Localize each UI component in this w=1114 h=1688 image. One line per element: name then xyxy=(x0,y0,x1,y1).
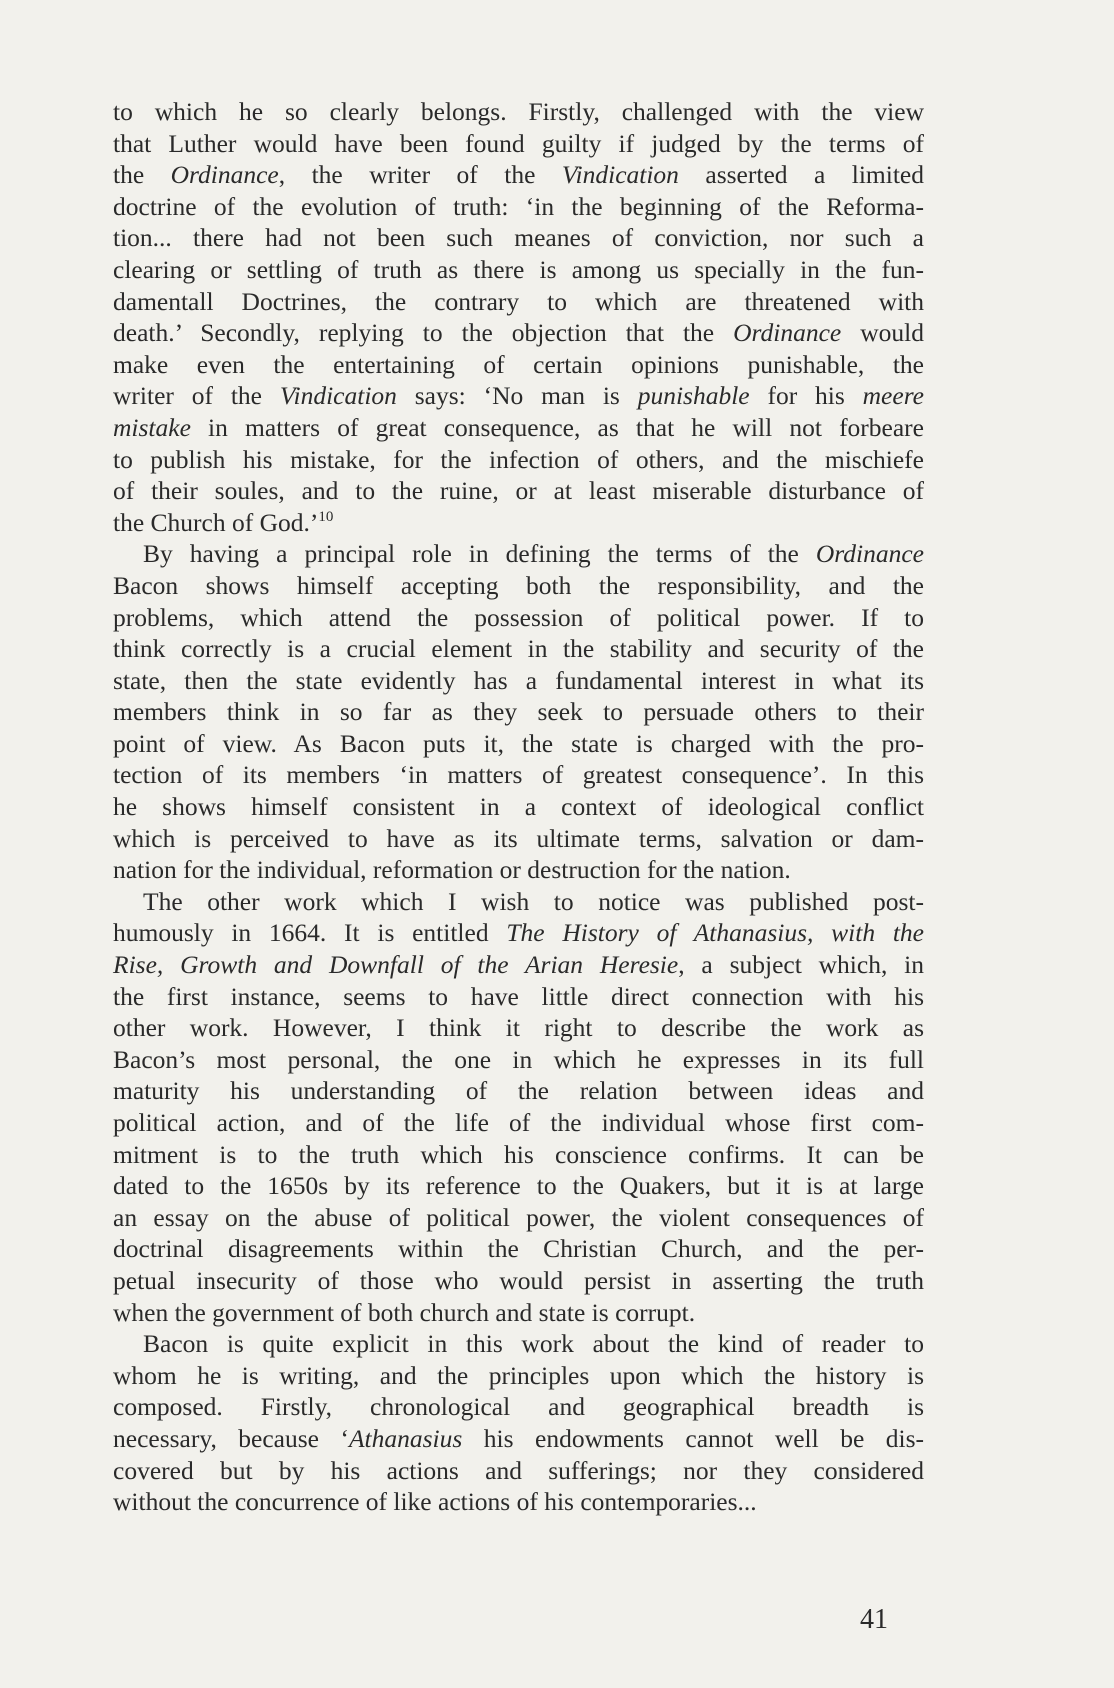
text-line xyxy=(113,1297,924,1329)
text-line xyxy=(113,475,924,507)
text-line xyxy=(113,791,924,823)
text-run: his endowments cannot well be dis- xyxy=(462,1423,924,1453)
text-line xyxy=(113,728,924,760)
text-run: dated to the 1650s by its reference to the Quakers, but it is at large xyxy=(113,1171,924,1201)
text-line xyxy=(113,96,924,128)
text-run: Ordinance xyxy=(170,160,279,190)
text-run: mitment is to the truth which his conscience confirms. It can be xyxy=(113,1139,924,1169)
text-run: damentall Doctrines, the contrary to which are threatened with xyxy=(113,286,924,316)
text-run: for his xyxy=(749,381,863,411)
text-run: tion... there had not been such meanes of conviction, nor such a xyxy=(113,223,924,253)
text-run: tection of its members ‘in matters of greatest consequence’. In this xyxy=(113,760,924,790)
text-line xyxy=(113,854,924,886)
text-run: , the writer of the xyxy=(278,160,562,190)
text-run: Vindication xyxy=(279,381,397,411)
text-run: which is perceived to have as its ultimate terms, salvation or dam- xyxy=(113,823,924,853)
text-line xyxy=(113,886,924,918)
text-line xyxy=(113,1360,924,1392)
text-run: to publish his mistake, for the infection of others, and the mischiefe xyxy=(113,444,924,474)
text-line xyxy=(113,602,924,634)
text-run: members think in so far as they seek to persuade others to their xyxy=(113,697,924,727)
text-line xyxy=(113,191,924,223)
text-run: the xyxy=(113,160,171,190)
text-run: that Luther would have been found guilty if judged by the terms of xyxy=(113,128,924,158)
text-line xyxy=(113,412,924,444)
text-line xyxy=(113,1139,924,1171)
text-run: mistake xyxy=(113,412,191,442)
text-line xyxy=(113,1423,924,1455)
text-run: necessary, because ‘ xyxy=(113,1423,349,1453)
text-line xyxy=(113,633,924,665)
text-run: doctrine of the evolution of truth: ‘in the beginning of the Reforma- xyxy=(113,191,924,221)
text-run: the Church of God.’ xyxy=(113,507,319,537)
text-line xyxy=(113,1075,924,1107)
text-run: doctrinal disagreements within the Christian Church, and the per- xyxy=(113,1234,924,1264)
text-line xyxy=(113,1107,924,1139)
text-run: By having a principal role in defining the terms of the xyxy=(143,539,816,569)
text-line xyxy=(113,159,924,191)
text-line xyxy=(113,1233,924,1265)
text-run: petual insecurity of those who would persist in asserting the truth xyxy=(113,1265,924,1295)
text-line xyxy=(113,696,924,728)
text-run: whom he is writing, and the principles upon which the history is xyxy=(113,1360,924,1390)
text-line xyxy=(113,222,924,254)
body-text xyxy=(113,96,924,1518)
text-run: when the government of both church and state is corrupt. xyxy=(113,1297,696,1327)
text-run: would xyxy=(841,318,924,348)
page-number: 41 xyxy=(860,1604,888,1635)
text-run: Bacon is quite explicit in this work about the kind of reader to xyxy=(143,1329,924,1359)
text-run: The other work which I wish to notice was published post- xyxy=(143,886,924,916)
text-run: meere xyxy=(862,381,924,411)
text-run: asserted a limited xyxy=(678,160,924,190)
text-line xyxy=(113,823,924,855)
text-line xyxy=(113,538,924,570)
text-run: maturity his understanding of the relation between ideas and xyxy=(113,1076,924,1106)
text-line xyxy=(113,507,924,539)
text-run: 10 xyxy=(318,508,334,525)
text-run: think correctly is a crucial element in the stability and security of the xyxy=(113,634,924,664)
text-run: other work. However, I think it right to describe the work as xyxy=(113,1013,924,1043)
text-line xyxy=(113,1486,924,1518)
text-run: Bacon shows himself accepting both the responsibility, and the xyxy=(113,570,924,600)
text-run: the first instance, seems to have little direct connection with his xyxy=(113,981,924,1011)
text-run: writer of the xyxy=(113,381,280,411)
text-line xyxy=(113,286,924,318)
text-run: The History of Athanasius, with the xyxy=(506,918,924,948)
text-line xyxy=(113,1170,924,1202)
text-line xyxy=(113,1391,924,1423)
text-run: an essay on the abuse of political power, the violent consequences of xyxy=(113,1202,924,1232)
text-line xyxy=(113,981,924,1013)
text-run: Ordinance xyxy=(733,318,842,348)
text-run: Ordinance xyxy=(815,539,924,569)
text-run: of their soules, and to the ruine, or at least miserable disturbance of xyxy=(113,476,924,506)
text-run: says: ‘No man is xyxy=(396,381,638,411)
text-line xyxy=(113,380,924,412)
text-line xyxy=(113,1012,924,1044)
text-line xyxy=(113,570,924,602)
text-run: death.’ Secondly, replying to the objection that the xyxy=(113,318,734,348)
text-run: Rise, Growth and Downfall of the Arian Heresie xyxy=(113,950,679,980)
text-line xyxy=(113,254,924,286)
text-run: , a subject which, in xyxy=(678,950,924,980)
text-line xyxy=(113,349,924,381)
text-line xyxy=(113,665,924,697)
text-run: state, then the state evidently has a fundamental interest in what its xyxy=(113,665,924,695)
text-run: composed. Firstly, chronological and geographical breadth is xyxy=(113,1392,924,1422)
text-run: problems, which attend the possession of political power. If to xyxy=(113,602,924,632)
text-line xyxy=(113,1265,924,1297)
text-run: he shows himself consistent in a context of ideological conflict xyxy=(113,792,924,822)
text-run: make even the entertaining of certain opinions punishable, the xyxy=(113,349,924,379)
text-run: punishable xyxy=(637,381,750,411)
text-run: covered but by his actions and sufferings; nor they considered xyxy=(113,1455,924,1485)
text-run: Athanasius xyxy=(348,1423,463,1453)
text-run: in matters of great consequence, as that he will not forbeare xyxy=(190,412,924,442)
text-run: clearing or settling of truth as there is among us specially in the fun- xyxy=(113,254,924,284)
text-line xyxy=(113,128,924,160)
text-run: nation for the individual, reformation or destruction for the nation. xyxy=(113,855,791,885)
text-run: Vindication xyxy=(561,160,679,190)
text-line xyxy=(113,1044,924,1076)
text-run: point of view. As Bacon puts it, the state is charged with the pro- xyxy=(113,728,924,758)
text-run: to which he so clearly belongs. Firstly, challenged with the view xyxy=(113,97,924,126)
text-run: without the concurrence of like actions of his contemporaries... xyxy=(113,1487,757,1517)
text-line xyxy=(113,317,924,349)
text-line xyxy=(113,917,924,949)
text-line xyxy=(113,949,924,981)
text-line xyxy=(113,759,924,791)
text-run: political action, and of the life of the individual whose first com- xyxy=(113,1108,924,1137)
text-line xyxy=(113,1455,924,1487)
text-line xyxy=(113,444,924,476)
text-line xyxy=(113,1328,924,1360)
text-line xyxy=(113,1202,924,1234)
text-run: Bacon’s most personal, the one in which he expresses in its full xyxy=(113,1044,924,1074)
text-run: humously in 1664. It is entitled xyxy=(113,918,507,948)
